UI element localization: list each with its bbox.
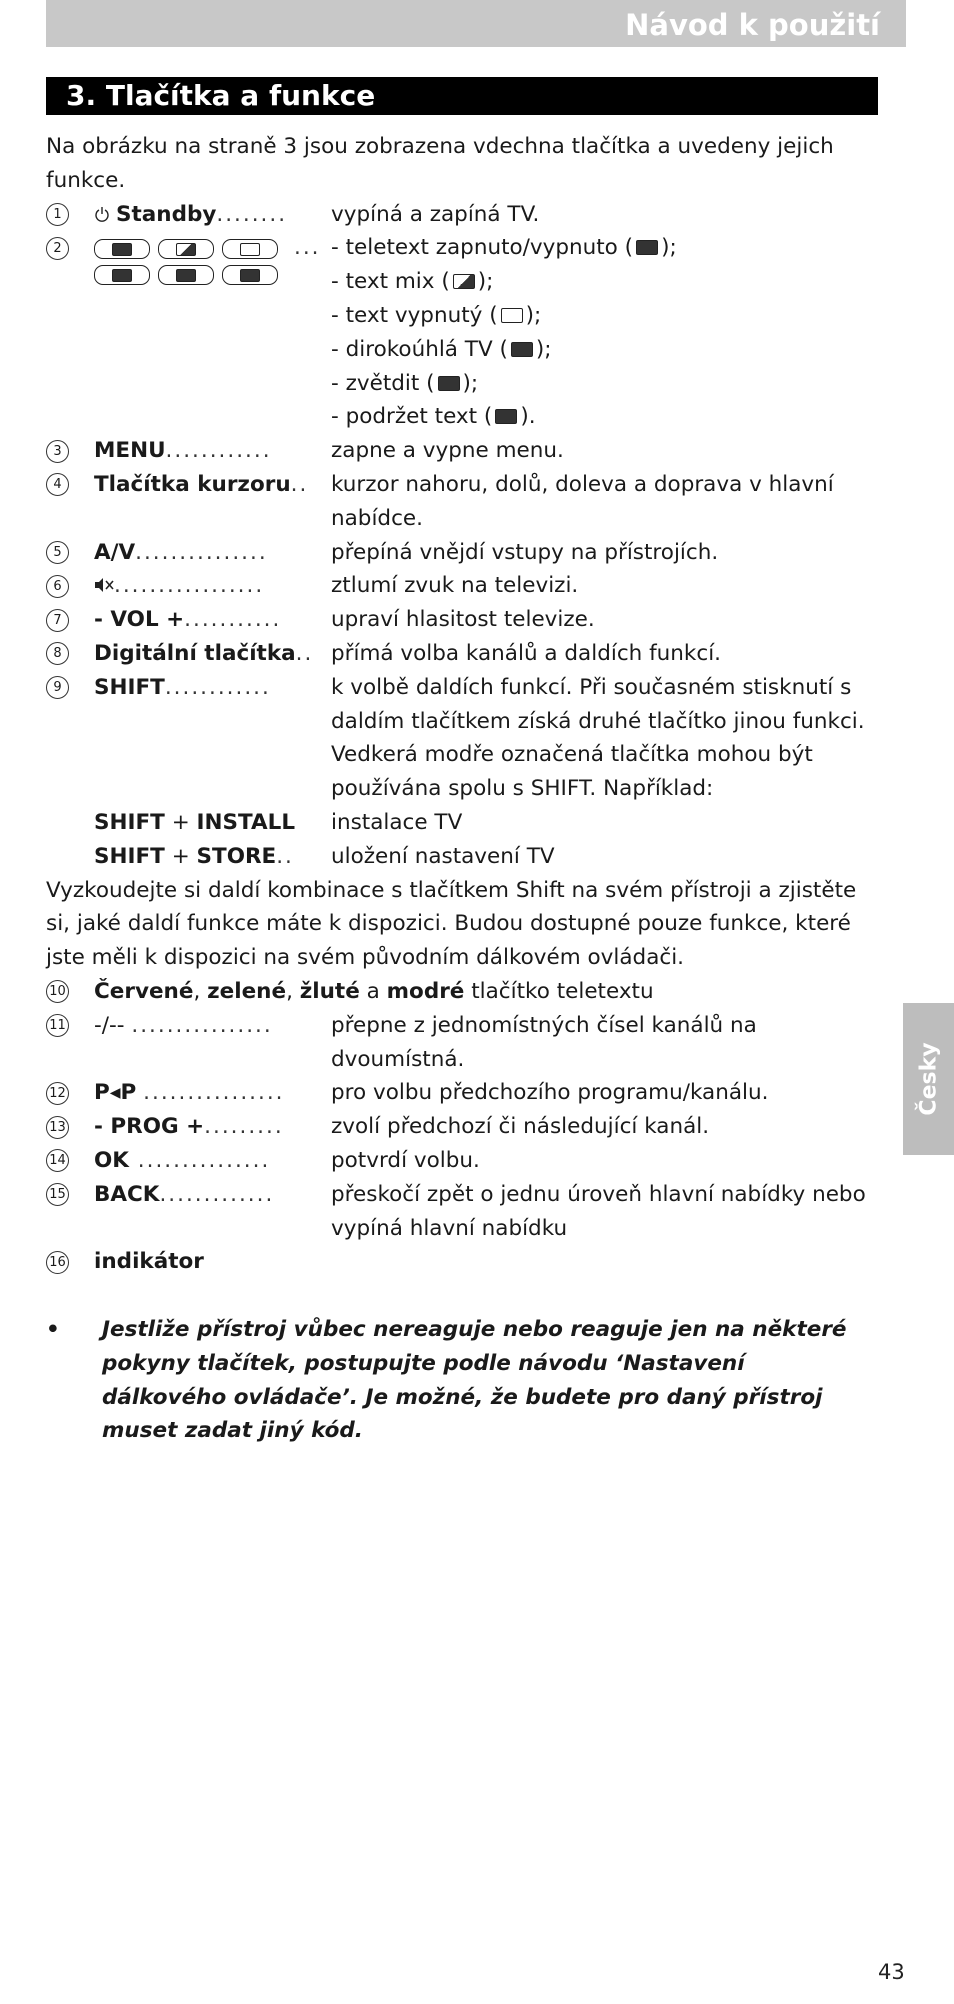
item-label: Standby (116, 201, 217, 227)
item-digit-buttons: 8 Digitální tlačítka.. přímá volba kanálů a daldích funkcí. (46, 637, 866, 671)
item-label: indikátor (94, 1249, 204, 1275)
item-av: 5 A/V............... přepíná vnějdí vstupy na přístrojích. (46, 536, 866, 570)
mute-icon (94, 577, 114, 593)
widescreen-icon (112, 269, 132, 282)
widescreen-icon (511, 342, 533, 357)
item-back: 15 BACK............. přeskočí zpět o jednu úroveň hlavní nabídky nebo vypíná hlavní nabídku (46, 1178, 866, 1246)
language-tab-label: Česky (916, 1042, 941, 1116)
teletext-on-icon (636, 240, 658, 255)
item-description: upraví hlasitost televize. (331, 607, 595, 633)
item-description: pro volbu předchozího programu/kanálu. (331, 1080, 769, 1106)
item-number: 3 (46, 440, 69, 463)
item-number: 10 (46, 980, 69, 1003)
intro-paragraph: Na obrázku na straně 3 jsou zobrazena vdechna tlačítka a uvedeny jejich funkce. (46, 134, 834, 193)
item-description: přepíná vnějdí vstupy na přístrojích. (331, 539, 719, 565)
item-label: - PROG + (94, 1114, 205, 1140)
teletext-on-icon (112, 243, 132, 256)
item-label: A/V (94, 539, 136, 565)
item-number: 12 (46, 1082, 69, 1105)
item-description: kurzor nahoru, dolů, doleva a doprava v hlavní nabídce. (331, 471, 834, 531)
item-description: přeskočí zpět o jednu úroveň hlavní nabídky nebo vypíná hlavní nabídku (331, 1181, 866, 1241)
item-label: MENU (94, 438, 166, 464)
text-off-icon (240, 243, 260, 256)
header-title: Návod k použití (625, 8, 880, 42)
item-menu: 3 MENU............ zapne a vypne menu. (46, 434, 866, 468)
item-digit-entry: 11 -/-- ................ přepne z jednomístných čísel kanálů na dvoumístná. (46, 1009, 866, 1077)
item-description: k volbě daldích funkcí. Při současném stisknutí s daldím tlačítkem získá druhé tlačítko jinou funkci. Vedkerá modře označená tlačítka mohou být používána spolu s SHIFT. Například: (331, 674, 865, 802)
item-teletext-buttons: 2 ... - teletext zapnuto/vypnuto ( ); - text mix ( ); - text vypnutý ( ); - dirokoúhlá TV ( ); - zvětdit ( ); - podržet text ( ). (46, 231, 866, 434)
item-number: 16 (46, 1251, 69, 1274)
teletext-on-button (94, 239, 150, 259)
text-mix-button (158, 239, 214, 259)
hold-text-icon (240, 269, 260, 282)
item-number: 15 (46, 1183, 69, 1206)
item-number: 5 (46, 541, 69, 564)
section-heading-bar (46, 77, 878, 115)
item-description: přepne z jednomístných čísel kanálů na dvoumístná. (331, 1012, 757, 1072)
item-standby: 1 Standby........ vypíná a zapíná TV. (46, 198, 866, 232)
text-off-icon (501, 308, 523, 323)
item-description: - teletext zapnuto/vypnuto ( ); - text mix ( ); - text vypnutý ( ); - dirokoúhlá TV ( ); - zvětdit ( ); - podržet text ( ). (331, 235, 677, 430)
item-number: 14 (46, 1149, 69, 1172)
teletext-button-group (94, 231, 294, 285)
item-description: zvolí předchozí či následující kanál. (331, 1114, 710, 1140)
item-indicator (46, 1245, 866, 1279)
item-label: Digitální tlačítka (94, 640, 296, 666)
item-number: 13 (46, 1116, 69, 1139)
item-description: vypíná a zapíná TV. (331, 201, 540, 227)
item-label: BACK (94, 1181, 160, 1207)
power-icon (94, 206, 110, 222)
note-bullet: • (46, 1317, 60, 1343)
item-label: -/-- (94, 1012, 125, 1038)
item-number: 11 (46, 1014, 69, 1037)
zoom-icon (438, 376, 460, 391)
item-number: 8 (46, 642, 69, 665)
item-number: 6 (46, 575, 69, 598)
hold-text-icon (495, 409, 517, 424)
note-text: Jestliže přístroj vůbec nereaguje nebo reaguje jen na některé pokyny tlačítek, postupujte podle návodu ‘Nastavení dálkového ovládače’. Je možné, že budete pro daný přístroj muset zadat jiný kód. (102, 1317, 847, 1444)
item-label: SHIFT (94, 674, 165, 700)
item-cursor: 4 Tlačítka kurzoru.. kurzor nahoru, dolů, doleva a doprava v hlavní nabídce. (46, 468, 866, 536)
item-number: 4 (46, 473, 69, 496)
text-off-button (222, 239, 278, 259)
item-ok: 14 OK ............... potvrdí volbu. (46, 1144, 866, 1178)
hold-text-button (222, 265, 278, 285)
item-label: OK (94, 1147, 129, 1173)
item-description: ztlumí zvuk na televizi. (331, 573, 579, 599)
item-label: P◂P (94, 1080, 137, 1106)
widescreen-button (94, 265, 150, 285)
item-mute: 6 ................. ztlumí zvuk na televizi. (46, 569, 866, 603)
item-label: - VOL + (94, 607, 185, 633)
zoom-icon (176, 269, 196, 282)
shift-example: SHIFT + INSTALL instalace TV (46, 806, 866, 840)
item-number: 1 (46, 203, 69, 226)
item-description: zapne a vypne menu. (331, 438, 564, 464)
item-volume: 7 - VOL +........... upraví hlasitost televize. (46, 603, 866, 637)
shift-combinations-paragraph: Vyzkoudejte si daldí kombinace s tlačítkem Shift na svém přístroji a zjistěte si, jaké daldí funkce máte k dispozici. Budou dostupné pouze funkce, které jste měli k dispozici na svém původním dálkovém ovládači. (46, 877, 857, 971)
shift-example: SHIFT + STORE.. uložení nastavení TV (46, 840, 866, 874)
item-number: 7 (46, 609, 69, 632)
shift-example-description: instalace TV (331, 809, 463, 835)
language-tab (903, 1003, 954, 1155)
item-description: potvrdí volbu. (331, 1147, 480, 1173)
text-mix-icon (176, 243, 196, 256)
item-number: 9 (46, 676, 69, 699)
item-label: Tlačítka kurzoru (94, 471, 291, 497)
header-bar (46, 0, 906, 47)
item-color-keys: 10 Červené, zelené, žluté a modré tlačítko teletextu (46, 975, 866, 1009)
shift-example-description: uložení nastavení TV (331, 843, 555, 869)
item-number: 2 (46, 237, 69, 260)
item-previous-program: 12 P◂P ................ pro volbu předchozího programu/kanálu. (46, 1076, 866, 1110)
note (46, 1313, 866, 1448)
zoom-button (158, 265, 214, 285)
item-description: přímá volba kanálů a daldích funkcí. (331, 640, 722, 666)
page-number: 43 (878, 1960, 905, 1984)
section-title: 3. Tlačítka a funkce (66, 79, 376, 112)
item-program: 13 - PROG +......... zvolí předchozí či následující kanál. (46, 1110, 866, 1144)
text-mix-icon (453, 274, 475, 289)
item-shift: 9 SHIFT............ k volbě daldích funkcí. Při současném stisknutí s daldím tlačítkem získá druhé tlačítko jinou funkci. Vedkerá modře označená tlačítka mohou být používána spolu s SHIFT. Například: (46, 671, 866, 806)
content (46, 130, 866, 1448)
